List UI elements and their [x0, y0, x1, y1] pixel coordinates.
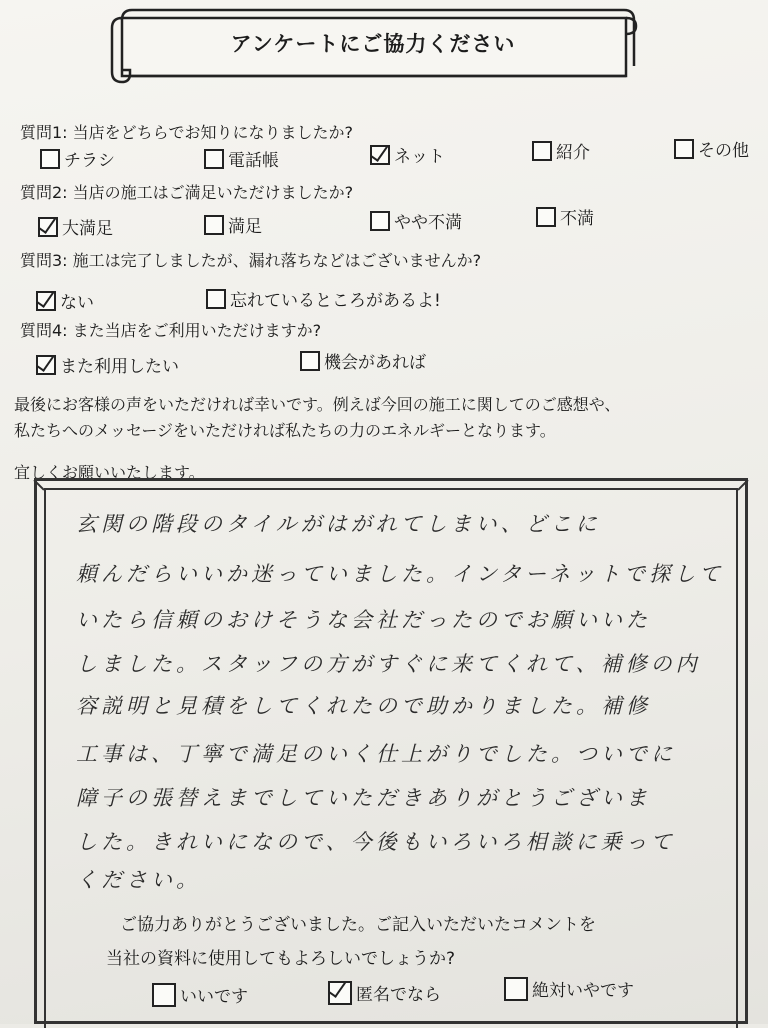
q1-option-internet[interactable] — [370, 142, 445, 167]
checkbox-icon[interactable] — [204, 215, 224, 235]
option-label: いいです — [180, 987, 248, 1007]
option-label: 紹介 — [556, 143, 590, 163]
q2-option-satisfied[interactable] — [204, 212, 262, 237]
q3-option-none[interactable] — [36, 288, 94, 313]
comment-line-2: 頼んだらいいか迷っていました。インターネットで探して — [76, 562, 725, 586]
question-1-label: 質問1: 当店をどちらでお知りになりましたか? — [20, 123, 353, 142]
checkbox-checked-icon[interactable] — [370, 145, 390, 165]
option-label: 匿名でなら — [356, 985, 441, 1005]
comment-line-8: した。きれいになので、今後もいろいろ相談に乗って — [76, 830, 676, 854]
title-banner — [108, 6, 638, 86]
option-label: やや不満 — [394, 213, 462, 233]
checkbox-icon[interactable] — [40, 149, 60, 169]
option-label: 電話帳 — [228, 151, 279, 171]
checkbox-checked-icon[interactable] — [36, 291, 56, 311]
checkbox-icon[interactable] — [204, 149, 224, 169]
comment-line-1: 玄関の階段のタイルがはがれてしまい、どこに — [76, 512, 601, 536]
comment-line-4: しました。スタッフの方がすぐに来てくれて、補修の内 — [76, 652, 701, 676]
option-label: ネット — [394, 147, 445, 167]
comment-line-9: ください。 — [76, 868, 201, 892]
consent-option-ok[interactable] — [152, 982, 248, 1007]
request-line-1: 最後にお客様の声をいただければ幸いです。例えば今回の施工に関してのご感想や、 — [14, 395, 621, 414]
page-title: アンケートにご協力ください — [230, 32, 516, 56]
option-label: 絶対いやです — [532, 981, 634, 1001]
checkbox-icon[interactable] — [206, 289, 226, 309]
checkbox-checked-icon[interactable] — [38, 217, 58, 237]
request-line-3: 宜しくお願いいたします。 — [14, 463, 205, 482]
question-3-label: 質問3: 施工は完了しましたが、漏れ落ちなどはございませんか? — [20, 251, 482, 270]
checkbox-icon[interactable] — [532, 141, 552, 161]
q1-option-phonebook[interactable] — [204, 146, 279, 171]
q2-option-somewhat-dissatisfied[interactable] — [370, 208, 462, 233]
q1-option-other[interactable] — [674, 136, 749, 161]
option-label: チラシ — [64, 151, 115, 171]
comment-line-3: いたら信頼のおけそうな会社だったのでお願いいた — [76, 608, 651, 632]
comment-line-5: 容説明と見積をしてくれたので助かりました。補修 — [76, 694, 651, 718]
option-label: また利用したい — [60, 357, 179, 377]
checkbox-checked-icon[interactable] — [328, 981, 352, 1005]
option-label: ない — [60, 293, 94, 313]
checkbox-icon[interactable] — [504, 977, 528, 1001]
checkbox-icon[interactable] — [674, 139, 694, 159]
consent-option-refuse[interactable] — [504, 976, 634, 1001]
q2-option-dissatisfied[interactable] — [536, 204, 594, 229]
option-label: 大満足 — [62, 219, 113, 239]
q4-option-use-again[interactable] — [36, 352, 179, 377]
checkbox-icon[interactable] — [300, 351, 320, 371]
question-2-label: 質問2: 当店の施工はご満足いただけましたか? — [20, 183, 354, 202]
q1-option-flyer[interactable] — [40, 146, 115, 171]
consent-line-2: 当社の資料に使用してもよろしいでしょうか? — [106, 949, 456, 969]
option-label: 機会があれば — [324, 353, 426, 373]
option-label: 忘れているところがあるよ! — [230, 291, 441, 311]
checkbox-icon[interactable] — [370, 211, 390, 231]
checkbox-icon[interactable] — [536, 207, 556, 227]
checkbox-checked-icon[interactable] — [36, 355, 56, 375]
comment-line-7: 障子の張替えまでしていただきありがとうございま — [76, 786, 651, 810]
option-label: その他 — [698, 141, 749, 161]
request-line-2: 私たちへのメッセージをいただければ私たちの力のエネルギーとなります。 — [14, 421, 556, 440]
comment-line-6: 工事は、丁寧で満足のいく仕上がりでした。ついでに — [76, 742, 676, 766]
question-4-label: 質問4: また当店をご利用いただけますか? — [20, 321, 322, 340]
q1-option-referral[interactable] — [532, 138, 590, 163]
checkbox-icon[interactable] — [152, 983, 176, 1007]
q2-option-very-satisfied[interactable] — [38, 214, 113, 239]
q4-option-if-chance[interactable] — [300, 348, 426, 373]
consent-line-1: ご協力ありがとうございました。ご記入いただいたコメントを — [120, 915, 596, 935]
option-label: 満足 — [228, 217, 262, 237]
option-label: 不満 — [560, 209, 594, 229]
consent-option-anonymous[interactable] — [328, 980, 441, 1005]
q3-option-forgot[interactable] — [206, 286, 441, 311]
